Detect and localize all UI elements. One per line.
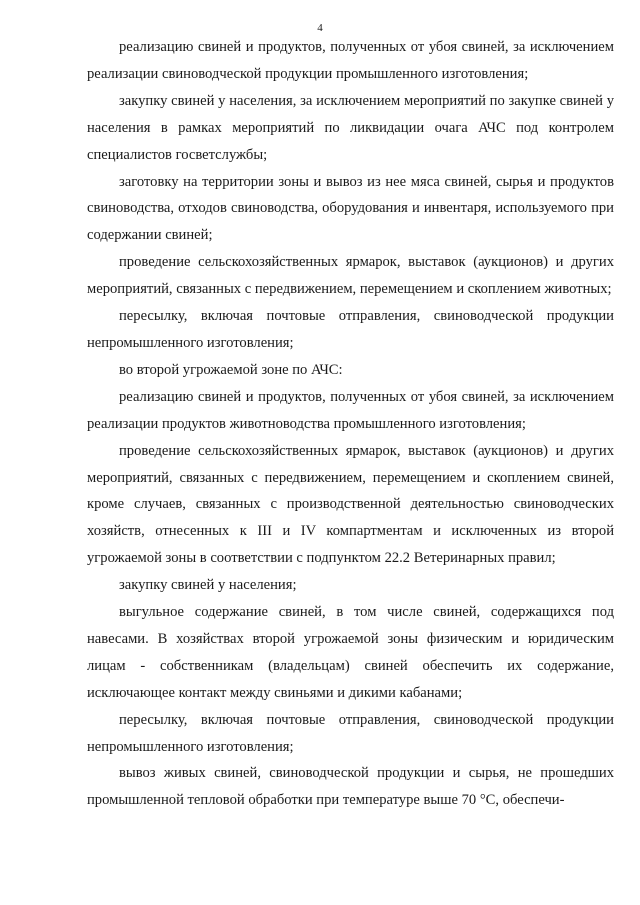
section-heading: во второй угрожаемой зоне по АЧС:: [119, 361, 343, 378]
paragraph: заготовку на территории зоны и вывоз из нее мяса свиней, сырья и продуктов свиноводства, отходов свиноводства, оборудования и инвентаря, используемого при содержании свиней;: [87, 173, 614, 244]
paragraph: пересылку, включая почтовые отправления, свиноводческой продукции непромышленного изготовления;: [87, 711, 614, 755]
paragraph: реализацию свиней и продуктов, полученных от убоя свиней, за исключением реализации свиноводческой продукции промышленного изготовления;: [87, 39, 614, 82]
paragraph: реализацию свиней и продуктов, полученных от убоя свиней, за исключением реализации продуктов животноводства промышленного изготовления;: [87, 388, 614, 432]
paragraph: пересылку, включая почтовые отправления, свиноводческой продукции непромышленного изготовления;: [87, 308, 614, 351]
paragraph: вывоз живых свиней, свиноводческой продукции и сырья, не прошедших промышленной тепловой обработки при температуре выше 70 °С, обеспечи-: [87, 765, 614, 809]
paragraph: закупку свиней у населения, за исключением мероприятий по закупке свиней у населения в рамках мероприятий по ликвидации очага АЧС под контролем специалистов госветслужбы;: [87, 92, 614, 163]
paragraph: выгульное содержание свиней, в том числе свиней, содержащихся под навесами. В хозяйствах второй угрожаемой зоны физическим и юридическим лицам - собственникам (владельцам) свиней обеспечить их содержание, исключающее контакт между свиньями и дикими кабанами;: [87, 604, 614, 701]
page-number: 4: [317, 22, 323, 34]
body-text: [87, 34, 614, 814]
paragraph: проведение сельскохозяйственных ярмарок, выставок (аукционов) и других мероприятий, связанных с передвижением, перемещением и скоплением свиней, кроме случаев, связанных с производственной деятельностью свиноводческих хозяйств, отнесенных к III и IV компартментам и исключенных из второй угрожаемой зоны в соответствии с подпунктом 22.2 Ветеринарных правил;: [87, 442, 614, 567]
paragraph: проведение сельскохозяйственных ярмарок, выставок (аукционов) и других мероприятий, связанных с передвижением, перемещением и скоплением животных;: [87, 254, 614, 298]
paragraph: закупку свиней у населения;: [119, 577, 297, 594]
